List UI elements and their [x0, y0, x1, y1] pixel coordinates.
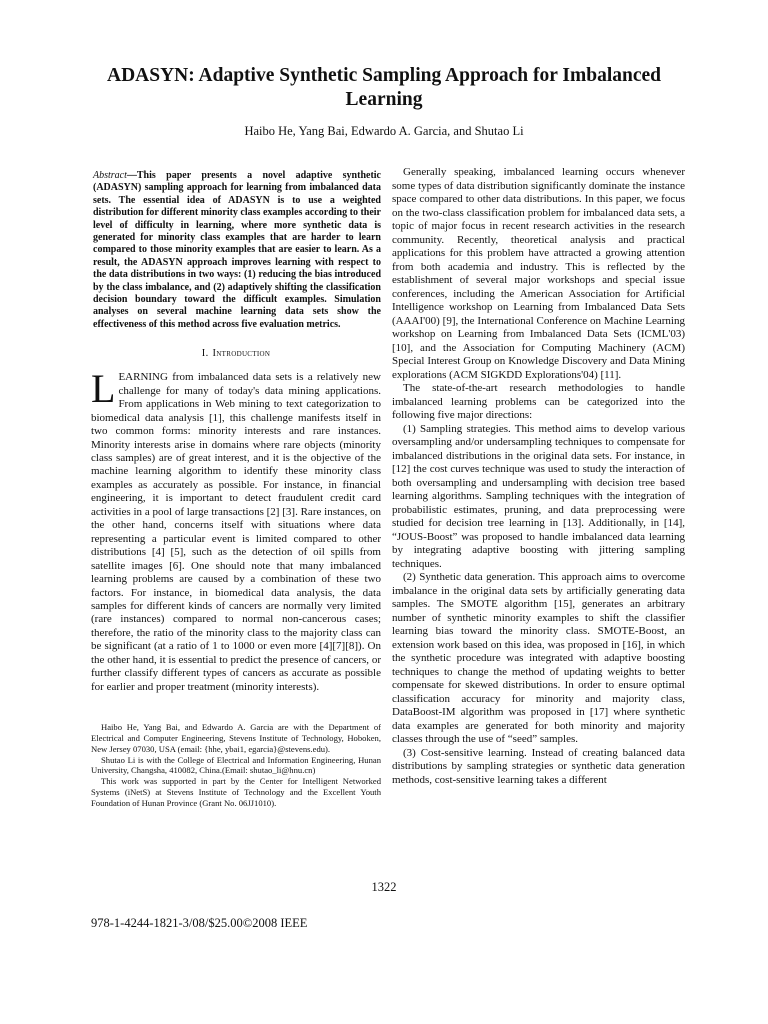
paragraph: (3) Cost-sensitive learning. Instead of creating balanced data distributions by sampling strategies or synthetic data generation methods, cost-sensitive learning takes a different — [392, 746, 685, 786]
drop-cap: L — [91, 366, 116, 412]
footnote-funding: This work was supported in part by the Center for Intelligent Networked Systems (iNetS) at Stevens Institute of Technology and the Excellent Youth Foundation of Hunan Province (Grant No. 06JJ1010). — [91, 776, 381, 808]
left-column — [91, 170, 381, 809]
intro-paragraph — [91, 366, 381, 694]
abstract-text: —This paper presents a novel adaptive synthetic (ADASYN) sampling approach for learning from imbalanced data sets. The essential idea of ADASYN is to use a weighted distribution for different minority class examples according to their level of difficulty in learning, where more synthetic data is generated for minority class examples that are harder to learn compared to those minority examples that are easier to learn. As a result, the ADASYN approach improves learning with respect to the data distributions in two ways: (1) reducing the bias introduced by the class imbalance, and (2) adaptively shifting the classification decision boundary toward the difficult examples. Simulation analyses on several machine learning data sets show the effectiveness of this method across five evaluation metrics. — [93, 170, 381, 330]
paragraph: The state-of-the-art research methodologies to handle imbalanced learning problems can be categorized into the following five major directions: — [392, 382, 685, 421]
footnote-affiliation-2: Shutao Li is with the College of Electrical and Information Engineering, Hunan University, Changsha, 410082, China.(Email: shutao_li@hnu.cn) — [91, 754, 381, 776]
paper-title: ADASYN: Adaptive Synthetic Sampling Approach for Imbalanced Learning — [106, 65, 662, 110]
author-list: Haibo He, Yang Bai, Edwardo A. Garcia, and Shutao Li — [244, 124, 524, 138]
intro-caps: EARNING — [118, 371, 168, 384]
section-heading — [91, 348, 381, 359]
paragraph: Generally speaking, imbalanced learning occurs whenever some types of data distribution significantly dominate the instance space compared to other data distributions. In this paper, we focus on the two-class classification problem for imbalanced data sets, a topic of major focus in recent research activities in the research community. Recently, theoretical analysis and practical applications for this problem have attracted a growing attention from both academia and industry. This is reflected by the establishment of several major workshops and special issue conferences, including the American Association for Artificial Intelligence workshop on Learning from Imbalanced Data Sets (AAAI'00) [9], the International Conference on Machine Learning workshop on Learning from Imbalanced Data Sets (ICML'03) [10], and the Association for Computing Machinery (ACM) Special Interest Group on Knowledge Discovery and Data Mining explorations (ACM SIGKDD Explorations'04) [11]. — [392, 166, 685, 381]
footnotes — [91, 722, 381, 808]
isbn-copyright: 978-1-4244-1821-3/08/$25.00©2008 IEEE — [91, 916, 308, 930]
section-title: Introduction — [212, 348, 271, 360]
paragraph: (2) Synthetic data generation. This approach aims to overcome imbalance in the original data sets by artificially generating data samples. The SMOTE algorithm [15], generates an arbitrary number of synthetic minority examples to shift the classifier learning bias toward the minority class. SMOTE-Boost, an extension work based on this idea, was proposed in [16], in which the synthetic procedure was integrated with adaptive boosting techniques to change the method of updating weights to better compensate for skewed distributions. In order to ensure optimal classification accuracy for minority and majority class, DataBoost-IM algorithm was proposed in [17] where synthetic data examples are generated for both minority and majority classes through the use of “seed” samples. — [392, 571, 685, 745]
footnote-affiliation: Haibo He, Yang Bai, and Edwardo A. Garcia are with the Department of Electrical and Computer Engineering, Stevens Institute of Technology, Hoboken, New Jersey 07030, USA (email: {hhe, ybai1, egarcia}@stevens.edu). — [91, 722, 381, 754]
page-number: 1322 — [371, 880, 397, 894]
paragraph: (1) Sampling strategies. This method aims to develop various oversampling and/or undersampling techniques to compensate for imbalanced distributions in the original data sets. For instance, in [12] the cost curves technique was used to study the interaction of both oversampling and undersampling with decision tree based learning algorithms. Sampling techniques with the integration of probabilistic estimates, pruning, and data preprocessing were studied for decision tree learning in [13]. Additionally, in [14], “JOUS-Boost” was proposed to handle imbalanced data learning by integrating adaptive boosting with jittering sampling techniques. — [392, 422, 685, 570]
section-number: I. — [201, 348, 209, 360]
intro-text: from imbalanced data sets is a relatively new challenge for many of today's data mining applications. From applications in Web mining to text categorization to biomedical data analysis [1], this challenge manifests itself in two common forms: minority interests and rare instances. Minority interests arise in domains where rare objects (minority class samples) are of great interest, and it is the objective of the machine learning algorithm to identify these minority class examples as accurately as possible. For instance, in financial engineering, it is important to detect fraudulent credit card activities in a pool of large transactions [2] [3]. Rare instances, on the other hand, concerns itself with situations where data representing a particular event is limited compared to other distributions [4] [5], such as the detection of oil spills from satellite images [6]. One should note that many imbalanced learning problems are caused by a combination of these two factors. For instance, in biomedical data analysis, the data samples for different kinds of cancers are normally very limited (rare instances) compared to normal non-cancerous cases; therefore, the ratio of the minority class to the majority class can be significant (at a ratio of 1 to 1000 or even more [4][7][8]). On the other hand, it is essential to predict the presence of cancers, or further classify different types of cancers as accurate as possible for earlier and proper treatment (minority interests). — [91, 371, 381, 693]
right-column — [392, 166, 685, 787]
abstract — [91, 170, 381, 331]
abstract-label: Abstract — [93, 170, 127, 181]
